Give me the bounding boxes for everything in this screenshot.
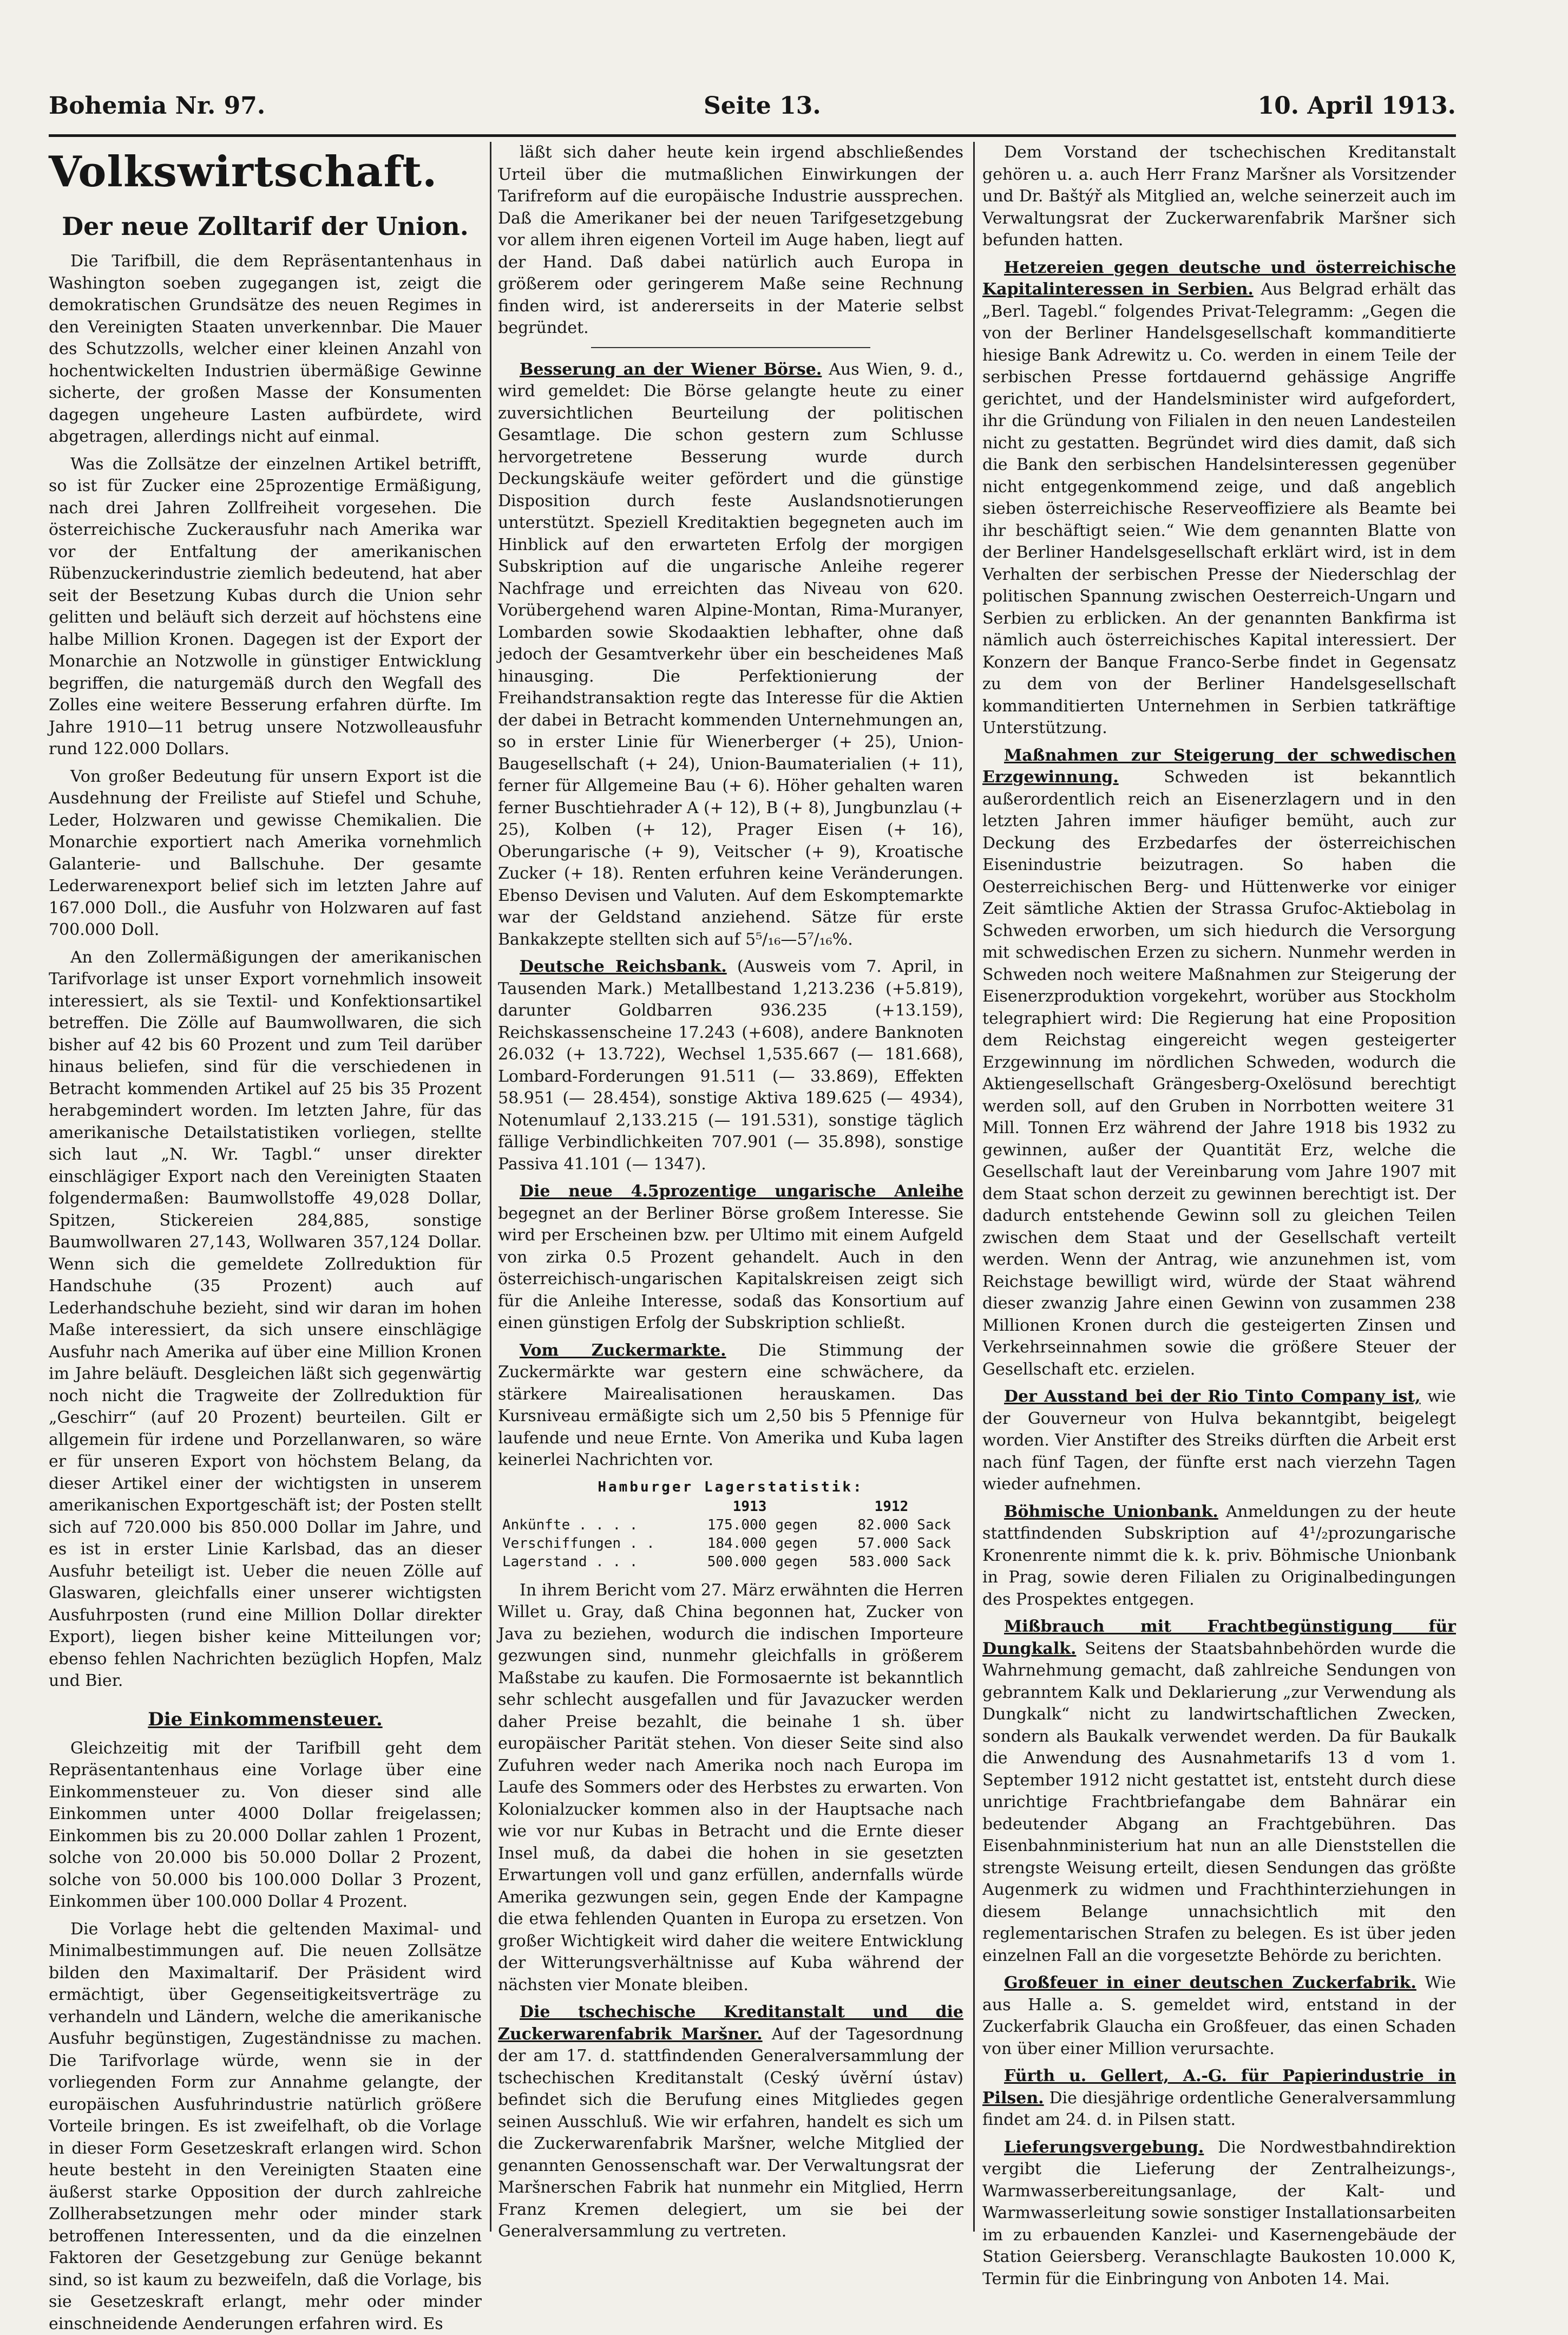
article-lead: Böhmische Unionbank. [1004,1502,1218,1521]
value-1913: 184.000 [690,1534,771,1553]
table-header-cell [498,1497,690,1516]
article-text: Die Stimmung der Zuckermärkte war gestern eine schwächere, da stärkere Mairealisationen herauskamen. Das Kursniveau ermäßigte sich um 2,50 bis 5 Pfennige für laufende und neue Ernte. Von Amerika und Kuba lagen keinerlei Nachrichten vor. [498,1341,963,1470]
paragraph: Die Vorlage hebt die geltenden Maximal- und Minimalbestimmungen auf. Die neuen Zollsätze bilden den Maximaltarif. Der Präsident wird ermächtigt, über Gegenseitigkeitsverträge zu verhandeln und Ländern, welche die amerikanische Ausfuhr begünstigen, Zugeständnisse zu machen. Die Tarifvorlage würde, wenn sie in der vorliegenden Form zur Annahme gelangte, der europäischen Ausfuhrindustrie natürlich größere Vorteile bringen. Es ist zweifelhaft, ob die Vorlage in dieser Form Gesetzeskraft erlangen wird. Schon heute besteht in den Vereinigten Staaten eine äußerst starke Opposition der durch zahlreiche Zollherabsetzungen mehr oder minder stark betroffenen Interessenten, und da die einzelnen Faktoren der Gesetzgebung zur Genüge bekannt sind, so ist kaum zu bezweifeln, daß die Vorlage, bis sie Gesetzeskraft erlangt, mehr oder minder einschneidende Aenderungen erfahren wird. Es [49,1919,482,2335]
article-text: Die diesjährige ordentliche Generalversammlung findet am 24. d. in Pilsen statt. [982,2089,1456,2130]
column-1 [49,142,482,2232]
row-connector: gegen [771,1534,831,1553]
article-lead: Fürth u. Gellert, A.-G. für Papierindustrie in Pilsen. [982,2066,1456,2108]
article-lead: Vom Zuckermarkte. [520,1341,726,1360]
paragraph: Dem Vorstand der tschechischen Kreditanstalt gehören u. a. auch Herr Franz Maršner als Vorsitzender und Dr. Baštýř als Mitglied an, welche seinerzeit auch im Verwaltungsrat der Zuckerwarenfabrik Maršner sich befunden hatten. [982,142,1456,252]
newspaper-issue: Bohemia Nr. 97. [49,92,265,120]
article-paragraph [982,257,1456,740]
article-lead: Die tschechische Kreditanstalt und die Zuckerwarenfabrik Maršner. [498,2003,963,2044]
article-paragraph [498,359,963,951]
article-paragraph [498,2002,963,2243]
paragraph: Von großer Bedeutung für unsern Export ist die Ausdehnung der Freiliste auf Stiefel und Schuhe, Leder, Holzwaren und gewisse Chemikalien. Die Monarchie exportiert nach Amerika vornehmlich Galanterie- und Ballschuhe. Der gesamte Lederwarenexport belief sich im letzten Jahre auf 167.000 Doll., die Ausfuhr von Holzwaren auf fast 700.000 Doll. [49,766,482,941]
table-row [498,1534,963,1553]
article-text: Wie aus Halle a. S. gemeldet wird, entstand in der Zuckerfabrik Glaucha ein Großfeuer, das einen Schaden von über einer Million verursachte. [982,1973,1456,2058]
table-header-cell: 1913 [690,1497,771,1516]
page-number: Seite 13. [704,92,821,120]
paragraph: Die Tarifbill, die dem Repräsentantenhaus in Washington soeben zugegangen ist, zeigt die demokratischen Grundsätze des neuen Regimes in den Vereinigten Staaten unverkennbar. Die Mauer des Schutzzolls, welcher einer kleinen Anzahl von hochentwickelten Industrien übermäßige Gewinne sicherte, der großen Masse der Konsumenten dagegen ungeheure Lasten aufbürdete, wird abgetragen, allerdings nicht auf einmal. [49,251,482,448]
subsection-title: Die Einkommensteuer. [49,1709,482,1730]
article-text: Aus Wien, 9. d., wird gemeldet: Die Börse gelangte heute zu einer zuversichtlichen Beurteilung der politischen Gesamtlage. Die schon gestern zum Schlusse hervorgetretene Besserung wurde durch Deckungskäufe weiter gefördert und die günstige Disposition durch feste Auslandsnotierungen unterstützt. Speziell Kreditaktien begegneten auch im Hinblick auf den erwarteten Erfolg der morgigen Subskription auf die ungarische Anleihe regerer Nachfrage und erreichten das Niveau von 620. Vorübergehend waren Alpine-Montan, Rima-Muranyer, Lombarden sowie Skodaaktien lebhafter, ohne daß jedoch der Gesamtverkehr über ein bescheidenes Maß hinausging. Die Perfektionierung der Freihandstransaktion regte das Interesse für die Aktien der dabei in Betracht kommenden Unternehmungen an, so in erster Linie für Wienerberger (+ 25), Union-Baugesellschaft (+ 24), Union-Baumaterialien (+ 11), ferner für Allgemeine Bau (+ 6). Höher gehalten waren ferner Buschtiehrader A (+ 12), B (+ 8), Jungbunzlau (+ 25), Kolben (+ 12), Prager Eisen (+ 16), Oberungarische (+ 9), Veitscher (+ 9), Kroatische Zucker (+ 18). Renten erfuhren keine Veränderungen. Ebenso Devisen und Valuten. Auf dem Eskomptemarkte war der Geldstand anziehend. Sätze für erste Bankakzepte stellten sich auf 5⁵/₁₆—5⁷/₁₆%. [498,360,963,949]
value-1912: 82.000 [832,1516,913,1534]
article-lead: Maßnahmen zur Steigerung der schwedischen Erzgewinnung. [982,746,1456,787]
table-row [498,1553,963,1571]
value-1912: 57.000 [832,1534,913,1553]
row-unit: Sack [913,1553,963,1571]
paragraph: Was die Zollsätze der einzelnen Artikel betrifft, so ist für Zucker eine 25prozentige Ermäßigung, nach drei Jahren Zollfreiheit vorgesehen. Die österreichische Zuckerausfuhr nach Amerika war vor der Entfaltung der amerikanischen Rübenzuckerindustrie ziemlich bedeutend, hat aber seit der Besetzung Kubas durch die Union sehr gelitten und beläuft sich derzeit auf höchstens eine halbe Million Kronen. Dagegen ist der Export der Monarchie an Notzwolle in günstiger Entwicklung begriffen, die naturgemäß durch den Wegfall des Zolles eine weitere Besserung erfahren dürfte. Im Jahre 1910—11 betrug unsere Notzwolleausfuhr rund 122.000 Dollars. [49,454,482,761]
row-label: Verschiffungen . . [498,1534,690,1553]
article-paragraph [982,1501,1456,1611]
table-header-cell [771,1497,831,1516]
issue-date: 10. April 1913. [1258,92,1456,120]
paragraph: In ihrem Bericht vom 27. März erwähnten die Herren Willet u. Gray, daß China begonnen hat, Zucker von Java zu beziehen, wodurch die indischen Importeure gezwungen sind, nunmehr gleichfalls in größerem Maßstabe zu kaufen. Die Formosaernte ist bekanntlich sehr schlecht ausgefallen und für Javazucker werden daher Preise bezahlt, die beinahe 1 sh. über europäischer Parität stehen. Von dieser Seite sind also Zufuhren weder nach Amerika noch nach Europa im Laufe des Sommers oder des Herbstes zu erwarten. Von Kolonialzucker kommen also in der Hauptsache nach wie vor nur Kubas in Betracht und die Ernte dieser Insel muß, da dabei die hohen in sie gesetzten Erwartungen voll und ganz erfüllen, andernfalls würde Amerika gezwungen sein, gegen Ende der Kampagne die etwa fehlenden Quanten in Europa zu ersetzen. Von großer Wichtigkeit wird daher die weitere Entwicklung der Witterungsverhältnisse auf Kuba während der nächsten vier Monate bleiben. [498,1580,963,1997]
paragraph: läßt sich daher heute kein irgend abschließendes Urteil über die mutmaßlichen Einwirkungen der Tarifreform auf die europäische Industrie aussprechen. Daß die Amerikaner bei der neuen Tarifgesetzgebung vor allem ihren eigenen Vorteil im Auge haben, liegt auf der Hand. Daß dabei natürlich auch Europa in größerem oder geringerem Maße seine Rechnung finden wird, ist andererseits in der Materie selbst begründet. [498,142,963,339]
table-row [498,1516,963,1534]
value-1913: 500.000 [690,1553,771,1571]
article-lead: Der Ausstand bei der Rio Tinto Company ist, [1004,1387,1421,1406]
header-rule [49,134,1456,137]
article-text: wie der Gouverneur von Hulva bekanntgibt, beigelegt worden. Vier Anstifter des Streiks dürften die Arbeit erst nach fünf Tagen, der fünfte erst nach vierzehn Tagen wieder aufnehmen. [982,1387,1456,1494]
article-paragraph [498,956,963,1175]
article-lead: Mißbrauch mit Frachtbegünstigung für Dungkalk. [982,1617,1456,1658]
row-connector: gegen [771,1516,831,1534]
article-paragraph [982,745,1456,1381]
article-text: begegnet an der Berliner Börse großem Interesse. Sie wird per Erscheinen bzw. per Ultimo mit einem Aufgeld von zirka 0.5 Prozent gehandelt. Auch in den österreichisch-ungarischen Kapitalskreisen zeigt sich für die Anleihe Interesse, sodaß das Konsortium auf einen günstigen Erfolg der Subskription schließt. [498,1204,963,1333]
article-lead: Hetzereien gegen deutsche und österreichische Kapitalinteressen in Serbien. [982,258,1456,299]
column-rule [973,142,975,2232]
article-text: Seitens der Staatsbahnbehörden wurde die Wahrnehmung gemacht, daß zahlreiche Sendungen von gebranntem Kalk und Deklarierung „zur Verwendung als Dungkalk“ nicht zu landwirtschaftlichen Zwecken, sondern als Baukalk verwendet werden. Da für Baukalk die Anwendung des Ausnahmetarifs 13 d vom 1. September 1912 nicht gestattet ist, entsteht durch diese unrichtige Frachtbriefangabe dem Bahnärar ein bedeutender Abgang an Frachtgebühren. Das Eisenbahnministerium hat nun an alle Dienststellen die strengste Weisung erteilt, diesen Sendungen das größte Augenmerk zu widmen und Frachthinterziehungen in diesem Belange unnachsichtlich mit den reglementarischen Strafen zu belegen. Es ist über jeden einzelnen Fall an die vorgesetzte Behörde zu berichten. [982,1639,1456,1965]
article-text: Auf der Tagesordnung der am 17. d. stattfindenden Generalversammlung der tschechischen Kreditanstalt (Ceský úvěrní ústav) befindet sich die Berufung eines Mitgliedes gegen seinen Ausschluß. Wie wir erfahren, handelt es sich um die Zuckerwarenfabrik Maršner, welche Mitglied der genannten Genossenschaft war. Der Verwaltungsrat der Maršnerschen Fabrik hat nunmehr ein Mitglied, Herrn Franz Kremen delegiert, um sie bei der Generalversammlung zu vertreten. [498,2025,963,2241]
article-title: Der neue Zolltarif der Union. [49,212,482,241]
page-header [49,92,1456,135]
article-paragraph [982,2065,1456,2131]
column-3 [982,142,1456,2232]
article-paragraph [982,2137,1456,2291]
article-text: Schweden ist bekanntlich außerordentlich reich an Eisenerzlagern und in den letzten Jahren immer häufiger bemüht, auch zur Deckung des Erzbedarfes der österreichischen Eisenindustrie beizutragen. So haben die Oesterreichischen Berg- und Hüttenwerke vor einiger Zeit sämtliche Aktien der Strassa Grufoc-Aktiebolag in Schweden erworben, um sich hiedurch die Versorgung mit schwedischen Erzen zu sichern. Nunmehr werden in Schweden noch weitere Maßnahmen zur Steigerung der Eisenerzproduktion vorgekehrt, worüber aus Stockholm telegraphiert wird: Die Regierung hat eine Proposition dem Reichstag eingereicht wegen gesteigerter Erzgewinnung im nördlichen Schweden, wodurch die Aktiengesellschaft Grängesberg-Oxelösund berechtigt werden soll, auf den Gruben in Norrbotten weitere 31 Mill. Tonnen Erz während der Jahre 1918 bis 1932 zu gewinnen, außer der Quantität Erz, welche die Gesellschaft laut der Vereinbarung vom Jahre 1907 mit dem Staat schon derzeit zu gewinnen berechtigt ist. Der dadurch entstehende Gewinn soll zu gleichen Teilen zwischen dem Staat und der Gesellschaft verteilt werden. Wenn der Antrag, wie anzunehmen ist, vom Reichstage bewilligt wird, würde der Staat während dieser zwanzig Jahre einen Gewinn von zusammen 238 Millionen Kronen durch die gesteigerten Zinsen und Verkehrseinnahmen sowie die größere Steuer der Gesellschaft etc. erzielen. [982,768,1456,1379]
article-text: Die Nordwestbahndirektion vergibt die Lieferung der Zentralheizungs-, Warmwasserbereitungsanlage, der Kalt- und Warmwasserleitung sowie sonstiger Installationsarbeiten im zu erbauenden Kanzlei- und Kasernengebäude der Station Geiersberg. Veranschlagte Baukosten 10.000 K, Termin für die Einbringung von Anboten 14. Mai. [982,2138,1456,2288]
row-unit: Sack [913,1534,963,1553]
paragraph: An den Zollermäßigungen der amerikanischen Tarifvorlage ist unser Export vornehmlich insoweit interessiert, als sie Textil- und Konfektionsartikel betreffen. Die Zölle auf Baumwollwaren, die sich bisher auf 42 bis 60 Prozent und zum Teil darüber hinaus beliefen, sind für die verschiedenen in Betracht kommenden Artikel auf 25 bis 35 Prozent herabgemindert worden. Im letzten Jahre, für das amerikanische Detailstatistiken vorliegen, stellte sich laut „N. Wr. Tagbl.“ unser direkter einschlägiger Export nach den Vereinigten Staaten folgendermaßen: Baumwollstoffe 49,028 Dollar, Spitzen, Stickereien 284,885, sonstige Baumwollwaren 27,143, Wollwaren 357,124 Dollar. Wenn sich die gemeldete Zollreduktion für Handschuhe (35 Prozent) auch auf Lederhandschuhe bezieht, sind wir daran im hohen Maße interessiert, da sich unsere einschlägige Ausfuhr nach Amerika auf über eine Million Kronen im Jahre beläuft. Desgleichen läßt sich gegenwärtig noch nicht die Tragweite der Zollreduktion für „Geschirr“ (auf 20 Prozent) beurteilen. Gilt er allgemein für irdene und Porzellanwaren, so wäre er für unseren Export von höchstem Belang, da dieser Artikel einer der wichtigsten in unserem amerikanischen Exportgeschäft ist; der Posten stellt sich auf 720.000 bis 850.000 Dollar im Jahre, und es ist in erster Linie Karlsbad, das an dieser Ausfuhr beteiligt ist. Ueber die neuen Zölle auf Glaswaren, gleichfalls einer unserer wichtigsten Ausfuhrposten (rund eine Million Dollar direkter Export), liegen bisher keine Mitteilungen vor; ebenso fehlen Nachrichten bezüglich Hopfen, Malz und Bier. [49,947,482,1692]
row-unit: Sack [913,1516,963,1534]
paragraph: Gleichzeitig mit der Tarifbill geht dem Repräsentantenhaus eine Vorlage über eine Einkommensteuer zu. Von dieser sind alle Einkommen unter 4000 Dollar freigelassen; Einkommen bis zu 20.000 Dollar zahlen 1 Prozent, solche von 20.000 bis 50.000 Dollar 2 Prozent, solche von 50.000 bis 100.000 Dollar 3 Prozent, Einkommen über 100.000 Dollar 4 Prozent. [49,1738,482,1913]
table-header-cell: 1912 [832,1497,913,1516]
column-2 [498,142,963,2232]
article-lead: Lieferungsvergebung. [1004,2138,1204,2157]
article-text: Aus Belgrad erhält das „Berl. Tagebl.“ folgendes Privat-Telegramm: „Gegen die von der Berliner Handelsgesellschaft kommanditierte hiesige Bank Adrewitz u. Co. werden in einem Teile der serbischen Presse fortdauernd gehässige Angriffe gerichtet, und der Handelsminister wird aufgefordert, ihr die Gründung von Filialen in den neuen Landesteilen nicht zu gestatten. Begründet wird dies damit, daß sich die Bank den serbischen Handelsinteressen gegenüber nicht entgegenkommend zeige, und daß angeblich sieben österreichische Reserveoffiziere als Beamte bei ihr beschäftigt seien.“ Wie dem genannten Blatte von der Berliner Handelsgesellschaft erklärt wird, ist in dem Verhalten der serbischen Presse der Niederschlag der politischen Spannung zwischen Oesterreich-Ungarn und Serbien zu erblicken. An der genannten Bankfirma ist nämlich auch österreichisches Kapital interessiert. Der Konzern der Banque Franco-Serbe findet in Gegensatz zu dem von der Berliner Handelsgesellschaft kommanditierten Unternehmen in Serbien tatkräftige Unterstützung. [982,280,1456,737]
article-paragraph [982,1616,1456,1967]
section-title: Volkswirtschaft. [49,147,482,197]
article-lead: Besserung an der Wiener Börse. [520,360,822,379]
article-lead: Die neue 4.5prozentige ungarische Anleihe [520,1182,963,1201]
article-text: Anmeldungen zu der heute stattfindenden Subskription auf 4¹/₂prozungarische Kronenrente nimmt die k. k. priv. Böhmische Unionbank in Prag, sowie deren Filialen zu Originalbedingungen des Prospektes entgegen. [982,1502,1456,1609]
statistics-title: Hamburger Lagerstatistik: [498,1479,963,1495]
table-header-cell [913,1497,963,1516]
value-1912: 583.000 [832,1553,913,1571]
article-paragraph [498,1340,963,1471]
value-1913: 175.000 [690,1516,771,1534]
article-paragraph [982,1386,1456,1496]
article-paragraph [982,1972,1456,2060]
article-paragraph [498,1181,963,1335]
row-label: Ankünfte . . . . [498,1516,690,1534]
article-lead: Deutsche Reichsbank. [520,957,727,976]
column-rule [490,142,491,2232]
row-connector: gegen [771,1553,831,1571]
article-text: (Ausweis vom 7. April, in Tausenden Mark.) Metallbestand 1,213.236 (+5.819), darunter Goldbarren 936.235 (+13.159), Reichskassenscheine 17.243 (+608), andere Banknoten 26.032 (+ 13.722), Wechsel 1,535.667 (— 181.668), Lombard-Forderungen 91.511 (— 33.869), Effekten 58.951 (— 28.454), sonstige Aktiva 189.625 (— 4934), Notenumlauf 2,133.215 (— 191.531), sonstige täglich fällige Verbindlichkeiten 707.901 (— 35.898), sonstige Passiva 41.101 (— 1347). [498,957,963,1174]
table-header-row [498,1497,963,1516]
article-divider [591,347,870,348]
sugar-stock-table [498,1497,963,1571]
article-lead: Großfeuer in einer deutschen Zuckerfabrik. [1004,1973,1416,1992]
row-label: Lagerstand . . . [498,1553,690,1571]
